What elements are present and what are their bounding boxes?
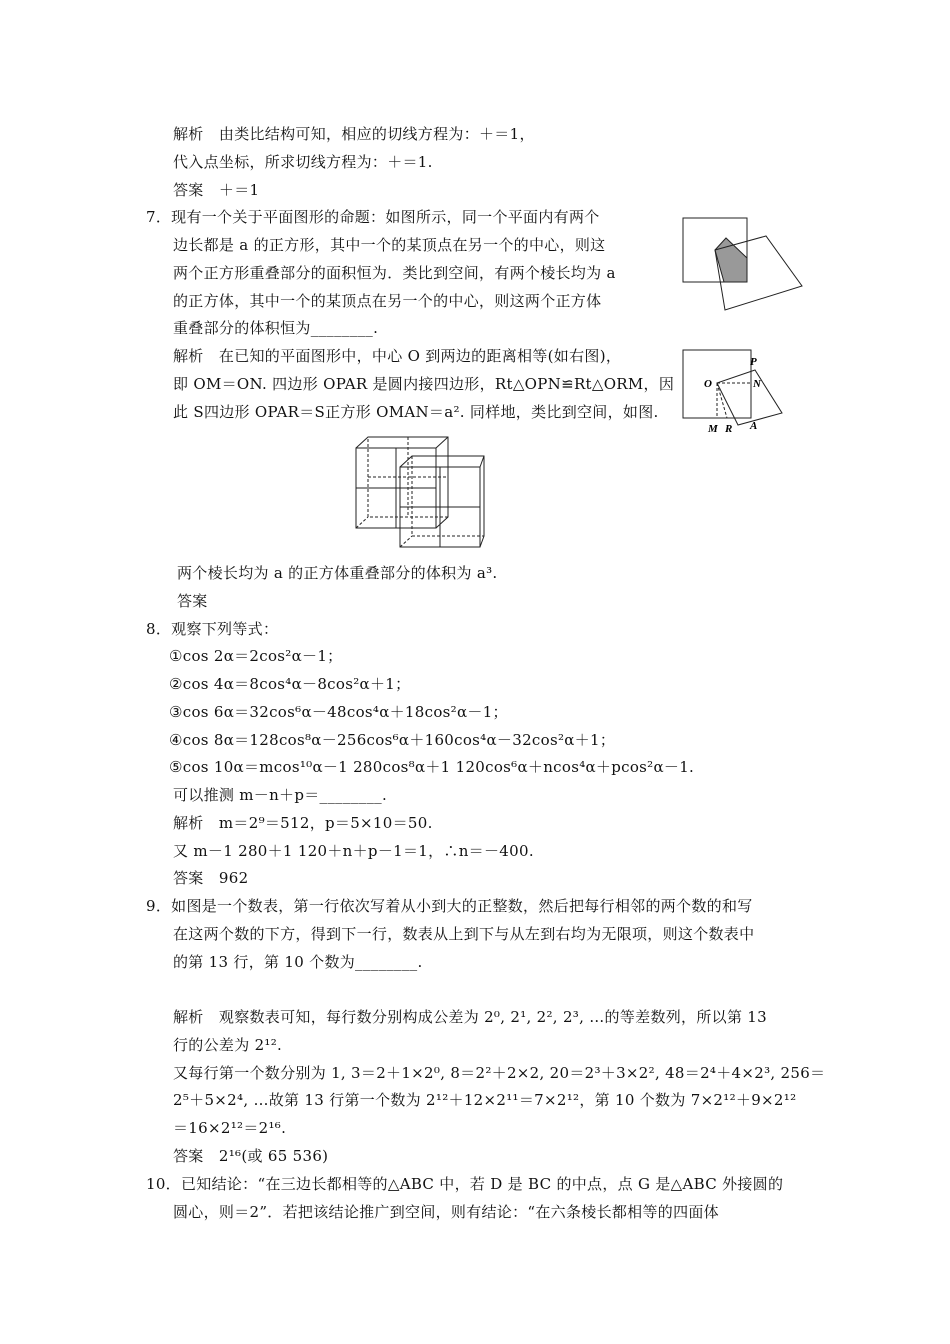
label-M: M bbox=[708, 423, 718, 435]
line: 此 S四边形 OPAR＝S正方形 OMAN＝a². 同样地，类比到空间，如图. bbox=[173, 403, 659, 421]
line: 解析 在已知的平面图形中，中心 O 到两边的距离相等(如右图)， bbox=[173, 347, 622, 365]
line: 解析 m＝2⁹＝512，p＝5×10＝50. bbox=[173, 814, 433, 832]
line: 代入点坐标，所求切线方程为：＋＝1. bbox=[173, 153, 433, 171]
line: 两个正方形重叠部分的面积恒为．类比到空间，有两个棱长均为 a bbox=[173, 264, 616, 282]
line: 即 OM＝ON. 四边形 OPAR 是圆内接四边形，Rt△OPN≌Rt△ORM，因 bbox=[173, 375, 675, 393]
line: ④cos 8α＝128cos⁸α－256cos⁶α＋160cos⁴α－32cos²α＋1； bbox=[169, 731, 616, 749]
line: 2⁵＋5×2⁴, …故第 13 行第一个数为 2¹²＋12×2¹¹＝7×2¹²，第 10 个数为 7×2¹²＋9×2¹² bbox=[173, 1091, 797, 1109]
overlapping-cubes-figure bbox=[352, 434, 492, 550]
label-A: A bbox=[750, 420, 758, 432]
line: 8．观察下列等式： bbox=[146, 620, 279, 638]
line: 答案 2¹⁶(或 65 536) bbox=[173, 1147, 329, 1165]
line: 答案 962 bbox=[173, 869, 249, 887]
line: 的正方体，其中一个的某顶点在另一个的中心，则这两个正方体 bbox=[173, 292, 602, 310]
line: 行的公差为 2¹². bbox=[173, 1036, 283, 1054]
label-N: N bbox=[753, 378, 761, 390]
line: 可以推测 m－n＋p＝________. bbox=[173, 786, 388, 804]
line: 又 m－1 280＋1 120＋n＋p－1＝1，∴n＝－400. bbox=[173, 842, 534, 860]
label-O: O bbox=[704, 378, 712, 390]
line: 解析 由类比结构可知，相应的切线方程为：＋＝1， bbox=[173, 125, 535, 143]
line: ②cos 4α＝8cos⁴α－8cos²α＋1； bbox=[169, 675, 411, 693]
line: ③cos 6α＝32cos⁶α－48cos⁴α＋18cos²α－1； bbox=[169, 703, 508, 721]
line: 的第 13 行，第 10 个数为________. bbox=[173, 953, 423, 971]
labeled-squares-figure bbox=[678, 345, 838, 435]
line: 圆心，则＝2”．若把该结论推广到空间，则有结论：“在六条棱长都相等的四面体 bbox=[173, 1203, 719, 1221]
line: 重叠部分的体积恒为________. bbox=[173, 319, 379, 337]
line: 答案 bbox=[177, 592, 208, 610]
line: ＝16×2¹²＝2¹⁶. bbox=[173, 1119, 287, 1137]
line: 又每行第一个数分别为 1, 3＝2＋1×2⁰, 8＝2²＋2×2, 20＝2³＋3×2², 48＝2⁴＋4×2³, 256＝ bbox=[173, 1064, 826, 1082]
line: 7．现有一个关于平面图形的命题：如图所示，同一个平面内有两个 bbox=[146, 208, 600, 226]
line: 10．已知结论：“在三边长都相等的△ABC 中，若 D 是 BC 的中点，点 G 是△ABC 外接圆的 bbox=[146, 1175, 784, 1193]
label-R: R bbox=[725, 423, 733, 435]
line: 解析 观察数表可知，每行数分别构成公差为 2⁰, 2¹, 2², 2³, …的等差数列，所以第 13 bbox=[173, 1008, 767, 1026]
line: 9．如图是一个数表，第一行依次写着从小到大的正整数，然后把每行相邻的两个数的和写 bbox=[146, 897, 753, 915]
line: 两个棱长均为 a 的正方体重叠部分的体积为 a³. bbox=[177, 564, 498, 582]
line: ①cos 2α＝2cos²α－1； bbox=[169, 647, 343, 665]
line: 边长都是 a 的正方形，其中一个的某顶点在另一个的中心，则这 bbox=[173, 236, 606, 254]
overlapping-squares-figure bbox=[678, 214, 808, 314]
label-P: P bbox=[750, 356, 757, 368]
overlap-region bbox=[715, 238, 747, 282]
line: 在这两个数的下方，得到下一行，数表从上到下与从左到右均为无限项，则这个数表中 bbox=[173, 925, 755, 943]
line: 答案 ＋＝1 bbox=[173, 181, 260, 199]
line: ⑤cos 10α＝mcos¹⁰α－1 280cos⁸α＋1 120cos⁶α＋ncos⁴α＋pcos²α－1. bbox=[169, 758, 695, 776]
